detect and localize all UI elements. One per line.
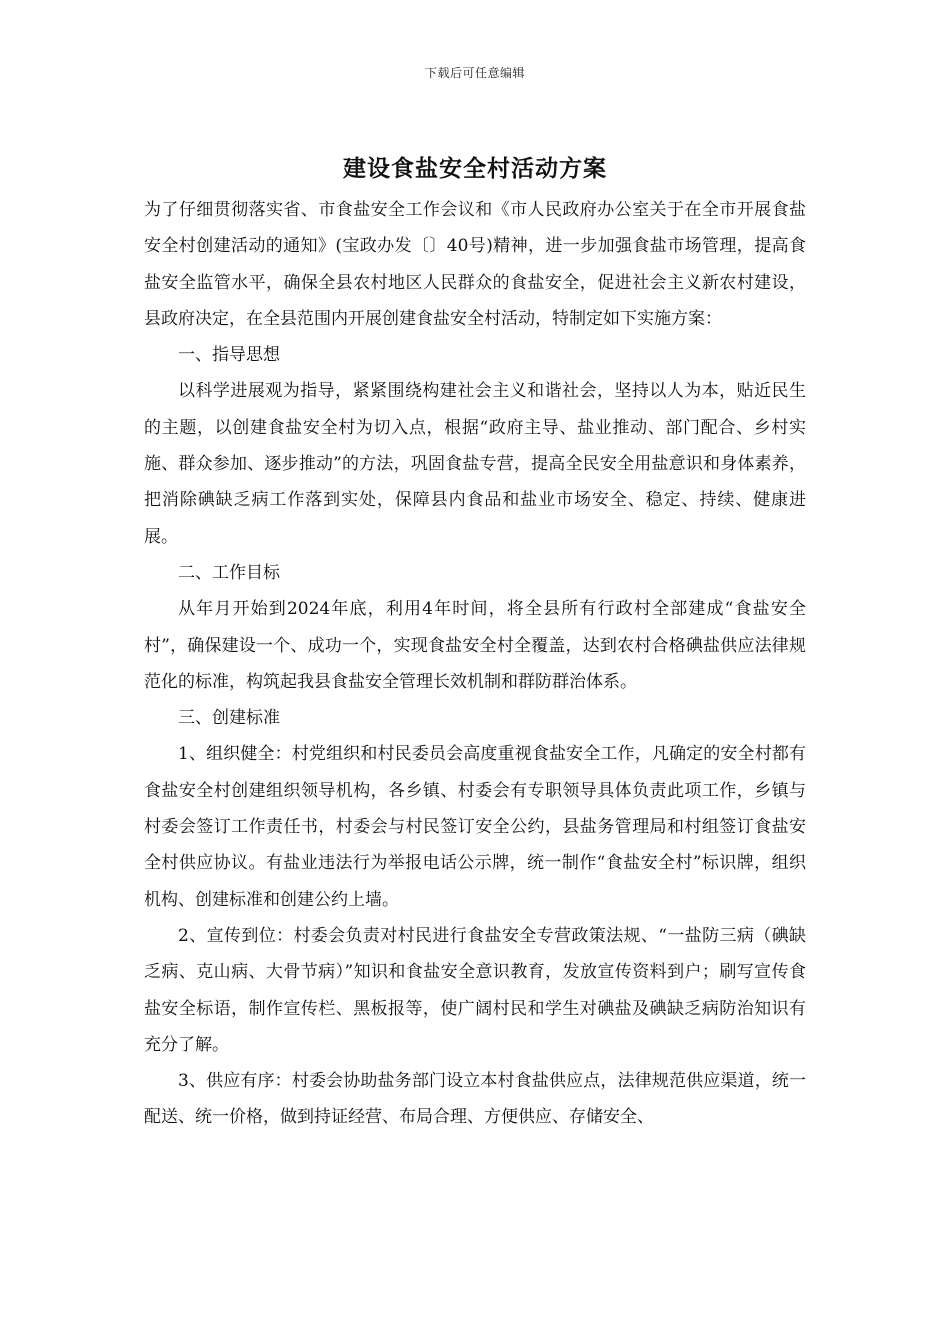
standard-item-supply: 3、供应有序：村委会协助盐务部门设立本村食盐供应点，法律规范供应渠道，统一配送、统一价格，做到持证经营、布局合理、方便供应、存储安全、 — [144, 1071, 806, 1128]
standard-item-organization: 1、组织健全：村党组织和村民委员会高度重视食盐安全工作，凡确定的安全村都有食盐安全村创建组织领导机构，各乡镇、村委会有专职领导具体负责此项工作，乡镇与村委会签订工作责任书，村委会与村民签订安全公约，县盐务管理局和村组签订食盐安全村供应协议。有盐业违法行为举报电话公示牌，统一制作“食盐安全村”标识牌，组织机构、创建标准和创建公约上墙。 — [144, 744, 806, 910]
intro-paragraph: 为了仔细贯彻落实省、市食盐安全工作会议和《市人民政府办公室关于在全市开展食盐安全村创建活动的通知》(宝政办发〔〕40号)精神，进一步加强食盐市场管理，提高食盐安全监管水平，确保全县农村地区人民群众的食盐安全，促进社会主义新农村建设，县政府决定，在全县范围内开展创建食盐安全村活动，特制定如下实施方案： — [144, 200, 806, 329]
guiding-ideology-paragraph: 以科学进展观为指导，紧紧围绕构建社会主义和谐社会，坚持以人为本，贴近民生的主题，以创建食盐安全村为切入点，根据“政府主导、盐业推动、部门配合、乡村实施、群众参加、逐步推动”的方法，巩固食盐专营，提高全民安全用盐意识和身体素养，把消除碘缺乏病工作落到实处，保障县内食品和盐业市场安全、稳定、持续、健康进展。 — [144, 381, 806, 547]
section-heading-work-goals: 二、工作目标 — [178, 562, 280, 583]
header-note: 下载后可任意编辑 — [424, 66, 525, 80]
document-title: 建设食盐安全村活动方案 — [343, 156, 607, 182]
section-heading-guiding-ideology: 一、指导思想 — [178, 345, 280, 366]
work-goals-paragraph: 从年月开始到2024年底，利用4年时间，将全县所有行政村全部建成“食盐安全村”，确保建设一个、成功一个，实现食盐安全村全覆盖，达到农村合格碘盐供应法律规范化的标准，构筑起我县食盐安全管理长效机制和群防群治体系。 — [144, 599, 806, 692]
section-heading-standards: 三、创建标准 — [178, 708, 280, 729]
standard-item-publicity: 2、宣传到位：村委会负责对村民进行食盐安全专营政策法规、“一盐防三病（碘缺乏病、克山病、大骨节病）”知识和食盐安全意识教育，发放宣传资料到户；刷写宣传食盐安全标语，制作宣传栏、黑板报等，使广阔村民和学生对碘盐及碘缺乏病防治知识有充分了解。 — [144, 925, 806, 1055]
document-body — [144, 192, 806, 1136]
